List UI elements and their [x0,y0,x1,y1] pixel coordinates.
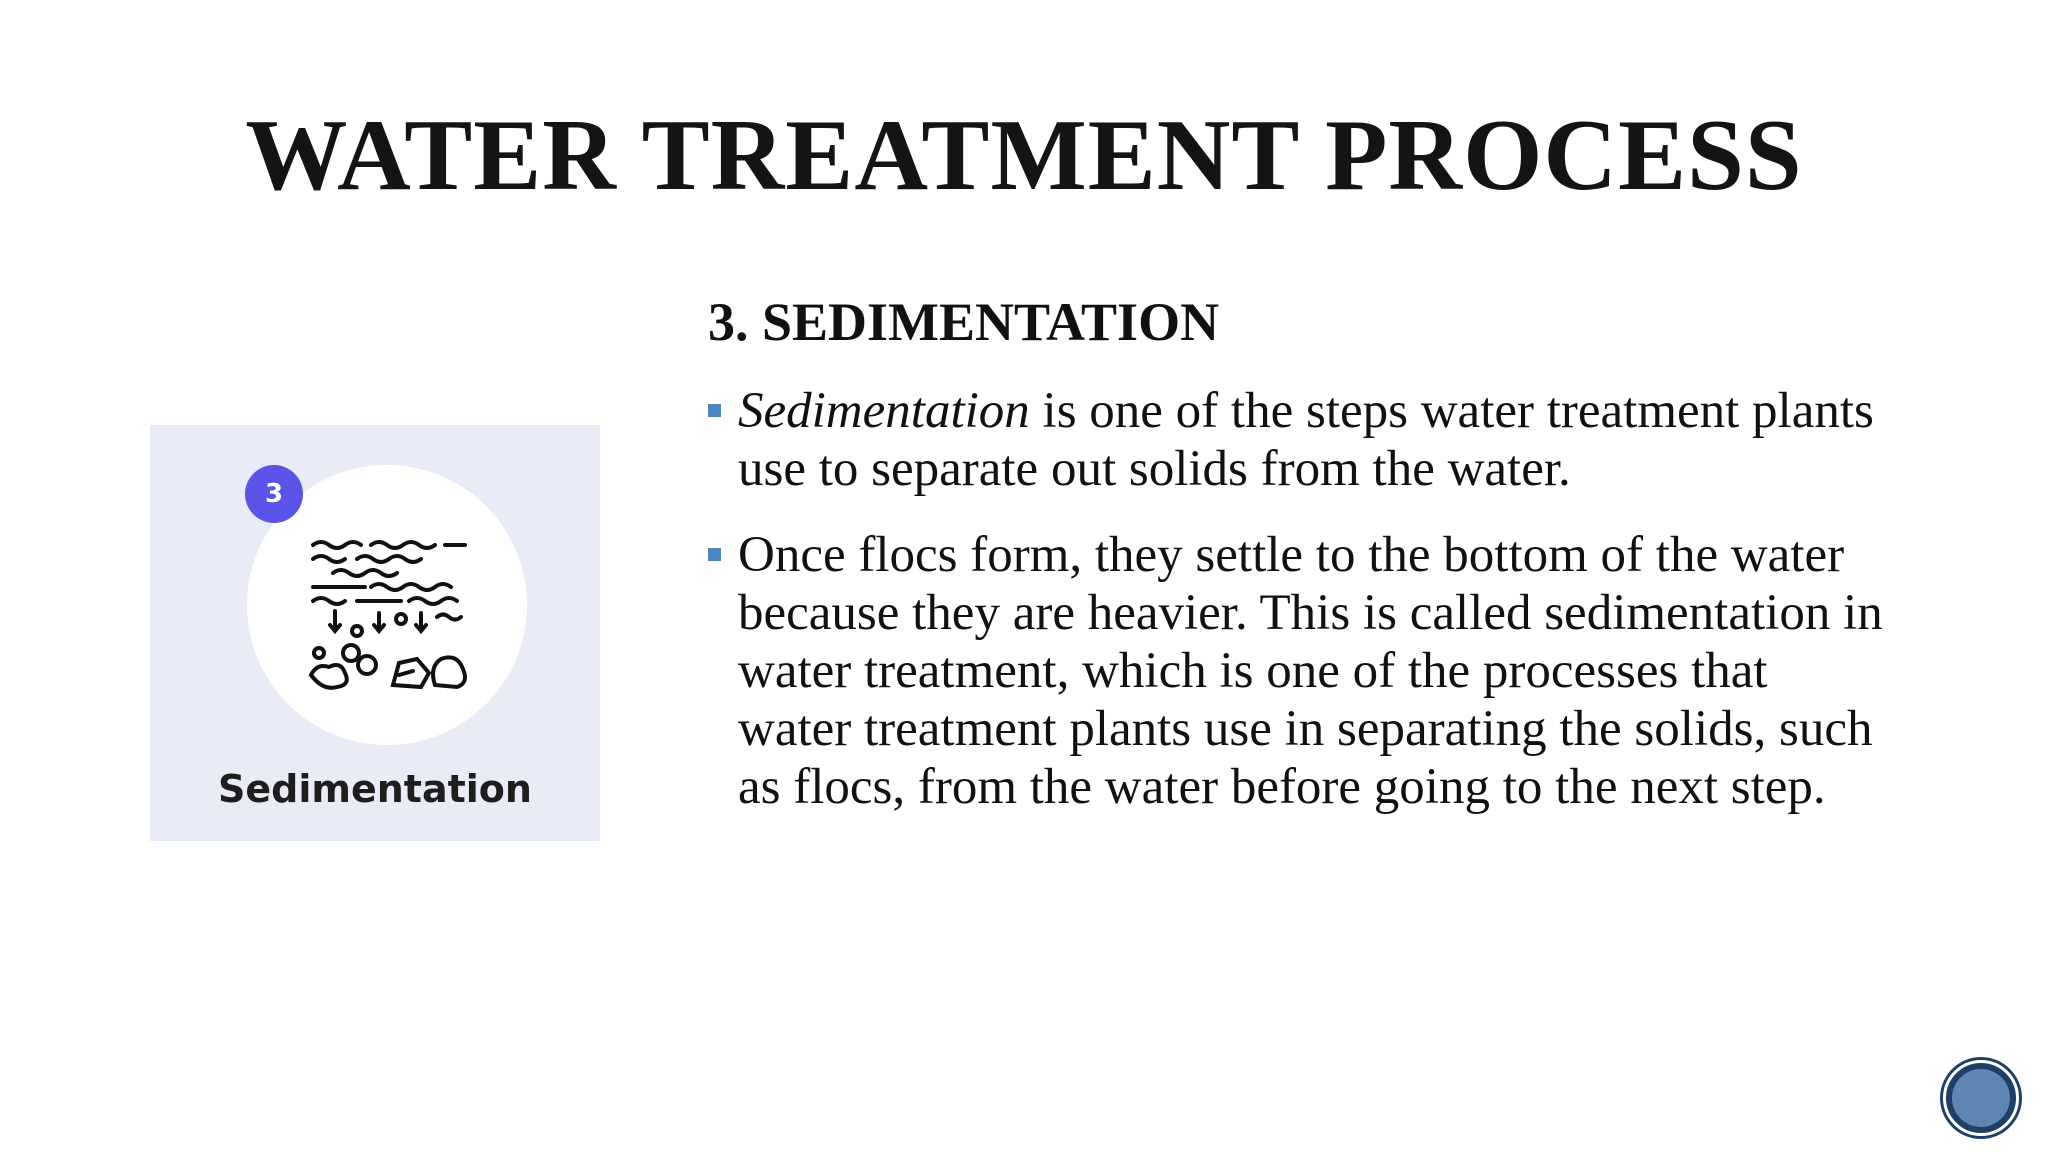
sedimentation-illustration [150,425,600,841]
square-bullet-icon [708,548,721,561]
illustration-label: Sedimentation [218,767,532,811]
bullet-lead-term: Sedimentation [738,383,1030,439]
bullet-item [708,382,1888,498]
nav-circle-inner [1952,1069,2010,1127]
bullet-text: Once flocs form, they settle to the bottom of the water because they are heavier. This is called sedimentation in water treatment, which is one of the processes that water treatment plants use in separating the solids, such as flocs, from the water before going to the next step. [738,527,1883,815]
bullet-text: is one of the steps water treatment plants use to separate out solids from the water. [738,383,1874,497]
slide-nav-circle-icon[interactable] [1943,1060,2019,1136]
sedimentation-icon [305,525,475,705]
step-number-badge: 3 [245,465,303,523]
bullet-list [708,382,1888,844]
slide-title: WATER TREATMENT PROCESS [245,99,1803,212]
square-bullet-icon [708,404,721,417]
section-heading: 3. SEDIMENTATION [708,292,1220,352]
bullet-item [708,526,1888,816]
